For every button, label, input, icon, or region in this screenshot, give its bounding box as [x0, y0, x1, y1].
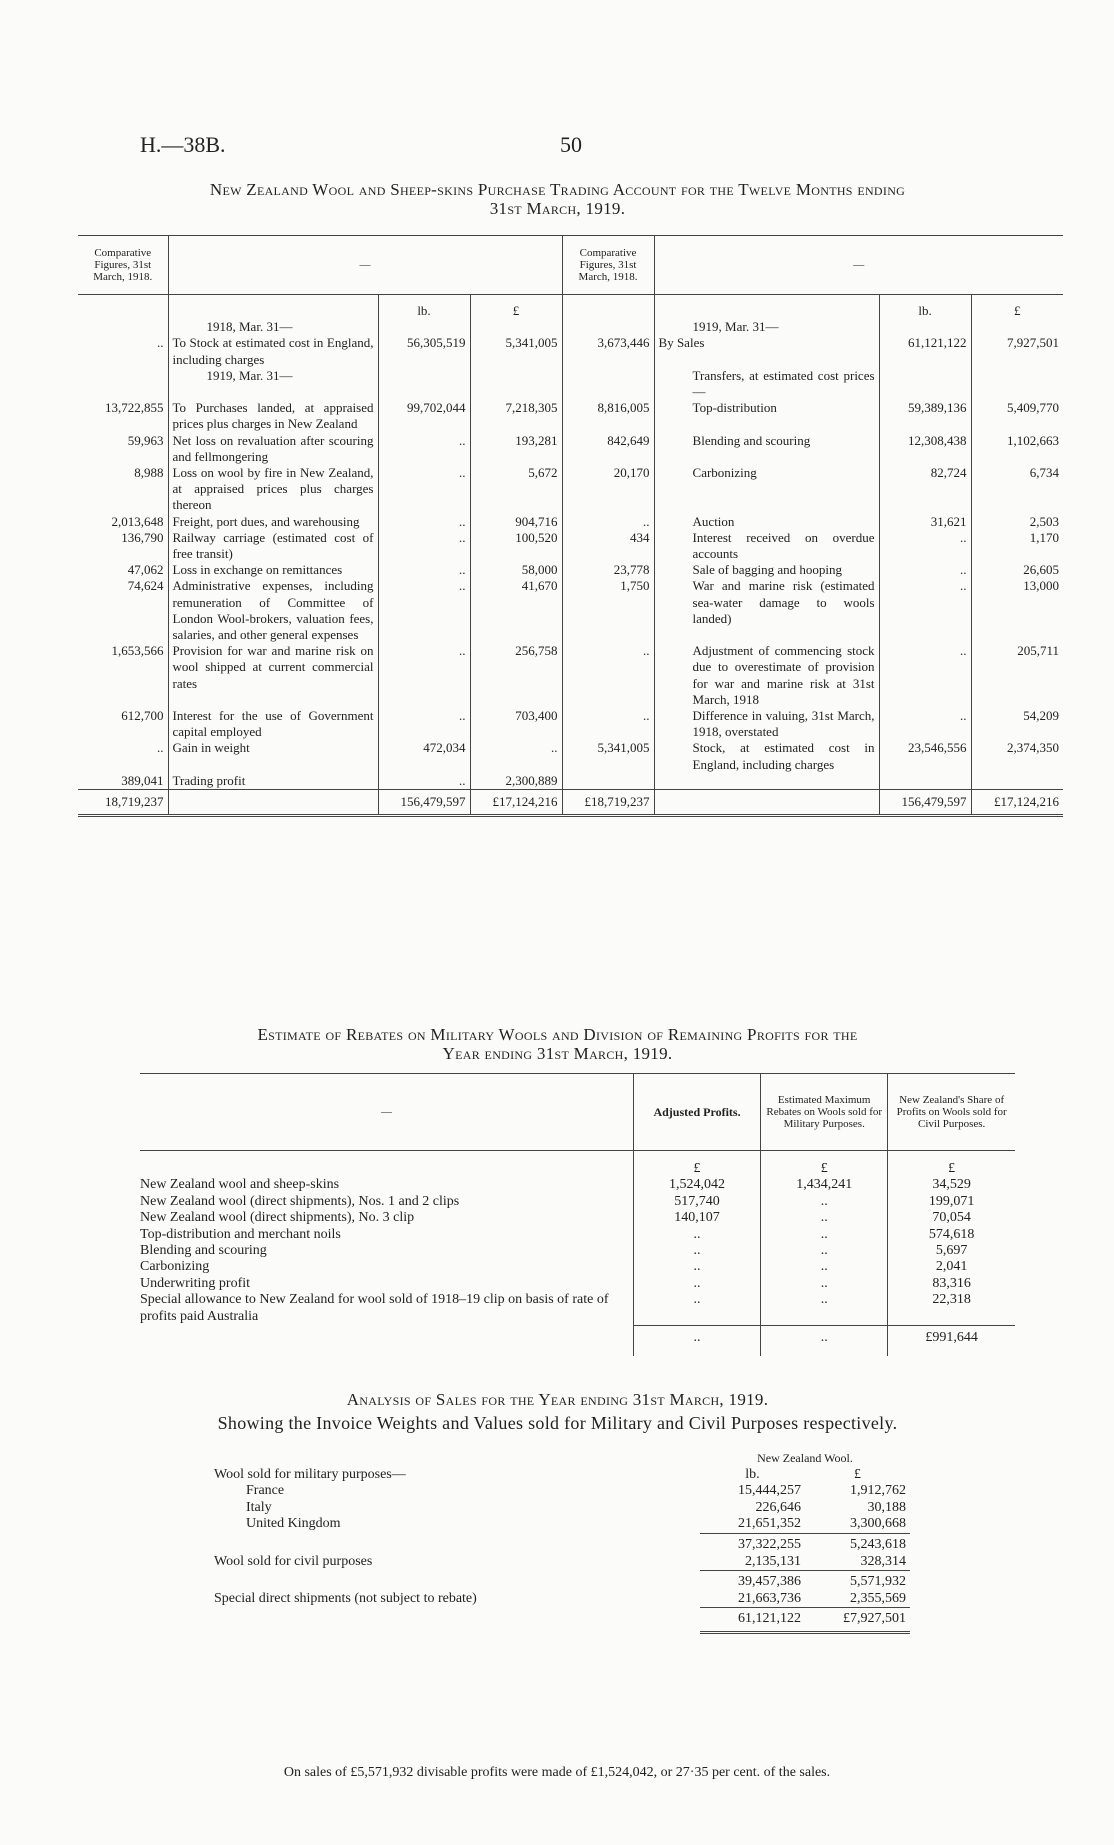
- left-lb: ..: [378, 773, 470, 790]
- rebates-body: [140, 1151, 1015, 1326]
- rebates-adjusted: ..: [633, 1259, 760, 1275]
- right-lb: 61,121,122: [879, 335, 971, 367]
- trading-row: [78, 433, 1063, 465]
- rebates-description: New Zealand wool (direct shipments), Nos. 1 and 2 clips: [140, 1193, 460, 1209]
- subtotal-military-value: 5,243,618: [805, 1533, 910, 1553]
- military-row: [210, 1500, 910, 1517]
- document-reference: H.—38B.: [140, 132, 226, 157]
- rebates-total: [140, 1325, 1015, 1356]
- right-lb: ..: [879, 530, 971, 562]
- left-comparative: 74,624: [127, 578, 164, 594]
- trading-row: [78, 400, 1063, 432]
- civil-row-label: Wool sold for civil purposes: [214, 1553, 373, 1569]
- trading-row: [78, 708, 1063, 740]
- rebates-description: Underwriting profit: [140, 1275, 251, 1291]
- rebates-maximum: ..: [761, 1243, 888, 1259]
- military-row-label: Italy: [246, 1499, 272, 1515]
- right-description: Auction: [654, 514, 879, 530]
- special-row-value: 2,355,569: [850, 1590, 906, 1606]
- trading-body: [78, 295, 1063, 790]
- right-lb: ..: [879, 578, 971, 643]
- left-description: 1919, Mar. 31—: [168, 368, 378, 400]
- left-value: ..: [470, 740, 562, 772]
- right-description: Difference in valuing, 31st March, 1918, overstated: [654, 708, 879, 740]
- total-val-right: £17,124,216: [971, 790, 1063, 816]
- right-lb: 82,724: [879, 465, 971, 514]
- right-value: 13,000: [971, 578, 1063, 643]
- right-description: 1919, Mar. 31—: [654, 319, 879, 335]
- right-lb: ..: [879, 643, 971, 708]
- military-row-lb: 15,444,257: [738, 1483, 801, 1499]
- left-description: To Purchases landed, at appraised prices plus charges in New Zealand: [168, 400, 378, 432]
- right-lb: 23,546,556: [879, 740, 971, 772]
- left-comparative: 1,653,566: [111, 643, 164, 659]
- rebates-adjusted: ..: [633, 1276, 760, 1292]
- left-value: [470, 368, 562, 400]
- rebates-title-line1: Estimate of Rebates on Military Wools and Division of Remaining Profits for the: [257, 1025, 858, 1044]
- civil-row-value: 328,314: [860, 1553, 906, 1569]
- right-comparative: [562, 368, 654, 400]
- analysis-subtitle: Showing the Invoice Weights and Values sold for Military and Civil Purposes respectively.: [217, 1413, 898, 1433]
- right-comparative: ..: [562, 643, 654, 708]
- right-value: 26,605: [971, 562, 1063, 578]
- left-value: 58,000: [470, 562, 562, 578]
- rebates-maximum: ..: [761, 1227, 888, 1243]
- left-value: 904,716: [470, 514, 562, 530]
- left-comparative: [78, 368, 168, 400]
- rebates-description: Special allowance to New Zealand for wool sold of 1918–19 clip on basis of rate of profits paid Australia: [140, 1292, 609, 1324]
- left-comparative: 389,041: [121, 772, 164, 788]
- special-row: [210, 1591, 910, 1608]
- left-value: 2,300,889: [470, 773, 562, 790]
- right-value: 7,927,501: [971, 335, 1063, 367]
- total-lb-right: 156,479,597: [879, 790, 971, 816]
- right-description: Adjustment of commencing stock due to overestimate of provision for war and marine risk at 31st March, 1918: [654, 643, 879, 708]
- left-comparative: ..: [157, 335, 164, 351]
- left-lb: ..: [378, 562, 470, 578]
- rebates-unit-share: £: [888, 1161, 1015, 1177]
- left-value: 256,758: [470, 643, 562, 708]
- left-description: Net loss on revaluation after scouring and fellmongering: [168, 433, 378, 465]
- right-value: [971, 319, 1063, 335]
- unit-pound-left: £: [470, 303, 562, 319]
- subtotal-all-lb: 39,457,386: [700, 1571, 805, 1591]
- left-lb: ..: [378, 530, 470, 562]
- right-comparative: 842,649: [562, 433, 654, 465]
- rebates-total-share: £991,644: [888, 1325, 1015, 1356]
- left-lb: ..: [378, 465, 470, 514]
- right-description: Carbonizing: [654, 465, 879, 514]
- trading-title-line2: 31st March, 1919.: [489, 199, 626, 218]
- special-row-label: Special direct shipments (not subject to rebate): [214, 1590, 477, 1606]
- footnote: On sales of £5,571,932 divisable profits were made of £1,524,042, or 27·35 per cent. of the sales.: [283, 1765, 831, 1780]
- military-row: [210, 1483, 910, 1500]
- trading-row: [78, 643, 1063, 708]
- left-lb: [378, 319, 470, 335]
- rebates-unit-reb: £: [761, 1161, 888, 1177]
- col-comparative-left: Comparative Figures, 31st March, 1918.: [78, 236, 168, 295]
- right-comparative: [562, 319, 654, 335]
- right-value: 2,374,350: [971, 740, 1063, 772]
- rebates-adjusted: 1,524,042: [633, 1177, 760, 1193]
- left-lb: ..: [378, 514, 470, 530]
- subtotal-military-lb: 37,322,255: [700, 1533, 805, 1553]
- unit-pound-right: £: [971, 303, 1063, 319]
- right-description: Stock, at estimated cost in England, including charges: [654, 740, 879, 772]
- analysis-col-pound: £: [854, 1466, 861, 1482]
- trading-title-line1: New Zealand Wool and Sheep-skins Purchase Trading Account for the Twelve Months ending: [209, 180, 906, 199]
- left-comparative: 13,722,855: [105, 400, 164, 416]
- subtotal-all-label: [210, 1571, 700, 1591]
- military-label: Wool sold for military purposes—: [214, 1466, 406, 1482]
- trading-row: [78, 335, 1063, 367]
- right-comparative: 3,673,446: [562, 335, 654, 367]
- left-lb: ..: [378, 708, 470, 740]
- analysis-units-row: [210, 1467, 910, 1484]
- unit-lb-left: lb.: [378, 303, 470, 319]
- rebates-unit-adj: £: [633, 1161, 760, 1177]
- analysis-col-group: New Zealand Wool.: [757, 1451, 853, 1465]
- military-row-label: France: [246, 1483, 285, 1499]
- rebates-header-row: [140, 1074, 1015, 1151]
- left-comparative: 59,963: [127, 432, 164, 448]
- trading-row: [78, 368, 1063, 400]
- right-description: Interest received on overdue accounts: [654, 530, 879, 562]
- left-comparative: ..: [157, 740, 164, 756]
- right-comparative: ..: [562, 514, 654, 530]
- subtotal-all: [210, 1571, 910, 1591]
- rebates-row: [140, 1243, 1015, 1259]
- left-lb: 56,305,519: [378, 335, 470, 367]
- special-row-lb: 21,663,736: [738, 1590, 801, 1606]
- right-description: War and marine risk (estimated sea-water damage to wools landed): [654, 578, 879, 643]
- trading-account-title: [80, 180, 1035, 218]
- left-description: Provision for war and marine risk on wool shipped at current commercial rates: [168, 643, 378, 708]
- left-lb: 472,034: [378, 740, 470, 772]
- military-row-lb: 226,646: [755, 1499, 801, 1515]
- right-comparative: 23,778: [562, 562, 654, 578]
- rebates-table: [140, 1073, 1015, 1356]
- right-comparative: 5,341,005: [562, 740, 654, 772]
- trading-total-row: [78, 790, 1063, 816]
- left-value: 5,672: [470, 465, 562, 514]
- rebates-row: [140, 1177, 1015, 1193]
- rebates-maximum: ..: [761, 1210, 888, 1226]
- right-description: Top-distribution: [654, 400, 879, 432]
- left-lb: ..: [378, 433, 470, 465]
- left-comparative: 2,013,648: [111, 513, 164, 529]
- rebates-adjusted: 140,107: [633, 1210, 760, 1226]
- total-cmp-right: £18,719,237: [562, 790, 654, 816]
- right-value: 6,734: [971, 465, 1063, 514]
- left-description: Interest for the use of Government capital employed: [168, 708, 378, 740]
- military-row-label: United Kingdom: [246, 1516, 341, 1532]
- trading-totals: [78, 790, 1063, 816]
- rebates-total-adj: ..: [633, 1325, 760, 1356]
- rebates-col-dash: —: [140, 1074, 633, 1151]
- left-description: Administrative expenses, including remuneration of Committee of London Wool-brokers, valuation fees, salaries, and other general expenses: [168, 578, 378, 643]
- left-comparative: 47,062: [127, 562, 164, 578]
- military-row: [210, 1516, 910, 1533]
- rebates-col-adjusted: Adjusted Profits.: [633, 1074, 760, 1151]
- left-description: Loss in exchange on remittances: [168, 562, 378, 578]
- right-description: By Sales: [654, 335, 879, 367]
- right-lb: ..: [879, 708, 971, 740]
- right-value: 205,711: [971, 643, 1063, 708]
- trading-header-row: [78, 236, 1063, 295]
- rebates-share: 22,318: [888, 1292, 1015, 1325]
- rebates-maximum: 1,434,241: [761, 1177, 888, 1193]
- left-value: 5,341,005: [470, 335, 562, 367]
- rebates-maximum: ..: [761, 1292, 888, 1325]
- rebates-row: [140, 1227, 1015, 1243]
- right-lb: [879, 368, 971, 400]
- civil-row-lb: 2,135,131: [745, 1553, 801, 1569]
- rebates-col-rebates: Estimated Maximum Rebates on Wools sold for Military Purposes.: [761, 1074, 888, 1151]
- right-comparative: 1,750: [562, 578, 654, 643]
- page-number: 50: [560, 132, 582, 157]
- rebates-total-row: [140, 1325, 1015, 1356]
- rebates-share: 70,054: [888, 1210, 1015, 1226]
- rebates-row: [140, 1194, 1015, 1210]
- trading-row: [78, 773, 1063, 790]
- right-lb: [879, 319, 971, 335]
- analysis-total-label: [210, 1608, 700, 1633]
- rebates-share: 2,041: [888, 1259, 1015, 1275]
- rebates-maximum: ..: [761, 1194, 888, 1210]
- right-value: [971, 368, 1063, 400]
- left-comparative: [78, 319, 168, 335]
- right-description: Sale of bagging and hooping: [654, 562, 879, 578]
- rebates-adjusted: ..: [633, 1227, 760, 1243]
- rebates-description: Carbonizing: [140, 1259, 210, 1275]
- total-val-left: £17,124,216: [470, 790, 562, 816]
- left-description: Railway carriage (estimated cost of free transit): [168, 530, 378, 562]
- rebates-description: Blending and scouring: [140, 1243, 267, 1259]
- rebates-total-reb: ..: [761, 1325, 888, 1356]
- rebates-adjusted: ..: [633, 1292, 760, 1325]
- left-value: [470, 319, 562, 335]
- right-lb: ..: [879, 562, 971, 578]
- subtotal-military: [210, 1533, 910, 1553]
- trading-row: [78, 514, 1063, 530]
- left-description: Freight, port dues, and warehousing: [168, 514, 378, 530]
- rebates-maximum: ..: [761, 1259, 888, 1275]
- trading-row: [78, 530, 1063, 562]
- analysis-table: [210, 1450, 910, 1634]
- right-description: Transfers, at estimated cost prices—: [654, 368, 879, 400]
- military-row-value: 3,300,668: [850, 1516, 906, 1532]
- left-comparative: 8,988: [134, 465, 164, 481]
- rebates-share: 34,529: [888, 1177, 1015, 1193]
- col-dash-right: —: [654, 236, 1063, 295]
- left-comparative: 612,700: [121, 708, 164, 724]
- right-value: 54,209: [971, 708, 1063, 740]
- total-lb-left: 156,479,597: [378, 790, 470, 816]
- rebates-share: 574,618: [888, 1227, 1015, 1243]
- right-value: 2,503: [971, 514, 1063, 530]
- right-value: 5,409,770: [971, 400, 1063, 432]
- right-lb: 12,308,438: [879, 433, 971, 465]
- trading-row: [78, 562, 1063, 578]
- left-value: 7,218,305: [470, 400, 562, 432]
- right-comparative: 8,816,005: [562, 400, 654, 432]
- right-description: Blending and scouring: [654, 433, 879, 465]
- left-lb: ..: [378, 578, 470, 643]
- trading-row: [78, 740, 1063, 772]
- rebates-col-share: New Zealand's Share of Profits on Wools sold for Civil Purposes.: [888, 1074, 1015, 1151]
- right-value: 1,170: [971, 530, 1063, 562]
- left-description: Gain in weight: [168, 740, 378, 772]
- rebates-description: Top-distribution and merchant noils: [140, 1226, 341, 1242]
- rebates-unit-row: [140, 1161, 1015, 1177]
- analysis-total: [210, 1608, 910, 1633]
- rebates-title: [80, 1025, 1035, 1063]
- left-value: 100,520: [470, 530, 562, 562]
- unit-lb-right: lb.: [879, 303, 971, 319]
- rebates-adjusted: 517,740: [633, 1194, 760, 1210]
- analysis-col-lb: lb.: [745, 1466, 760, 1482]
- rebates-description: New Zealand wool (direct shipments), No. 3 clip: [140, 1210, 415, 1226]
- left-value: 703,400: [470, 708, 562, 740]
- subtotal-all-value: 5,571,932: [805, 1571, 910, 1591]
- left-lb: [378, 368, 470, 400]
- trading-account-table: [78, 235, 1063, 817]
- total-cmp-left: 18,719,237: [78, 790, 168, 816]
- rebates-share: 199,071: [888, 1194, 1015, 1210]
- rebates-share: 83,316: [888, 1276, 1015, 1292]
- left-description: Trading profit: [168, 773, 378, 790]
- rebates-share: 5,697: [888, 1243, 1015, 1259]
- col-comparative-right: Comparative Figures, 31st March, 1918.: [562, 236, 654, 295]
- analysis-total-lb: 61,121,122: [700, 1608, 805, 1633]
- rebates-row: [140, 1210, 1015, 1226]
- analysis-body: [210, 1450, 910, 1632]
- col-dash-left: —: [168, 236, 562, 295]
- rebates-description: New Zealand wool and sheep-skins: [140, 1177, 340, 1193]
- rebates-row: [140, 1259, 1015, 1275]
- rebates-title-line2: Year ending 31st March, 1919.: [442, 1044, 673, 1063]
- right-value: 1,102,663: [971, 433, 1063, 465]
- civil-row: [210, 1554, 910, 1571]
- rebates-adjusted: ..: [633, 1243, 760, 1259]
- military-row-value: 30,188: [867, 1499, 906, 1515]
- left-lb: ..: [378, 643, 470, 708]
- rebates-row: [140, 1292, 1015, 1325]
- left-comparative: 136,790: [121, 529, 164, 545]
- rebates-maximum: ..: [761, 1276, 888, 1292]
- subtotal-military-label: [210, 1533, 700, 1553]
- trading-row: [78, 578, 1063, 643]
- military-row-value: 1,912,762: [850, 1483, 906, 1499]
- military-row-lb: 21,651,352: [738, 1516, 801, 1532]
- left-description: 1918, Mar. 31—: [168, 319, 378, 335]
- left-description: Loss on wool by fire in New Zealand, at appraised prices plus charges thereon: [168, 465, 378, 514]
- rebates-row: [140, 1276, 1015, 1292]
- unit-row: [78, 303, 1063, 319]
- analysis-group-row: [210, 1450, 910, 1467]
- right-comparative: ..: [562, 708, 654, 740]
- right-lb: 31,621: [879, 514, 971, 530]
- right-lb: 59,389,136: [879, 400, 971, 432]
- left-value: 41,670: [470, 578, 562, 643]
- right-comparative: 20,170: [562, 465, 654, 514]
- analysis-title: Analysis of Sales for the Year ending 31st March, 1919.: [346, 1390, 769, 1409]
- trading-row: [78, 465, 1063, 514]
- trading-row: [78, 319, 1063, 335]
- left-lb: 99,702,044: [378, 400, 470, 432]
- left-value: 193,281: [470, 433, 562, 465]
- left-description: To Stock at estimated cost in England, including charges: [168, 335, 378, 367]
- analysis-total-value: £7,927,501: [805, 1608, 910, 1633]
- right-comparative: 434: [562, 530, 654, 562]
